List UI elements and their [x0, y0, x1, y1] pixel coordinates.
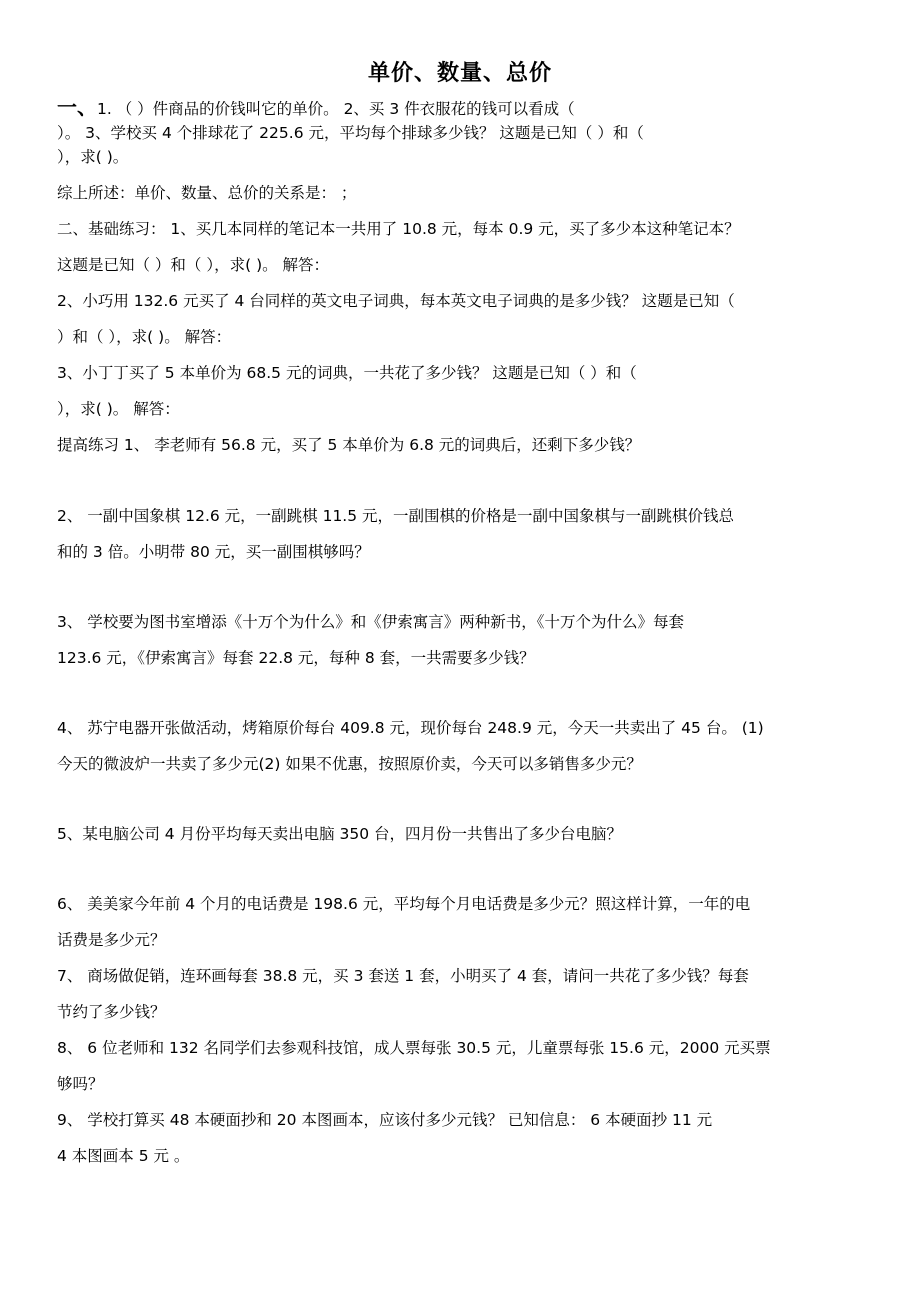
advanced-practice-q3-line-2: 123.6 元，《伊索寓言》每套 22.8 元，每种 8 套，一共需要多少钱？: [57, 649, 535, 667]
question-8-line-1: 8、 6 位老师和 132 名同学们去参观科技馆，成人票每张 30.5 元，儿童票每张 15.6 元，2000 元买票: [57, 1039, 771, 1057]
question-4-line-2: 今天的微波炉一共卖了多少元(2) 如果不优惠，按照原价卖，今天可以多销售多少元？: [57, 755, 642, 773]
question-9-line-2: 4 本图画本 5 元 。: [57, 1147, 190, 1165]
question-line-1: [57, 96, 872, 120]
page-title: 单价、数量、总价: [367, 61, 552, 86]
basic-practice-line-2: 这题是已知（ ）和（ ），求( )。 解答：: [57, 256, 330, 274]
basic-practice-line-5: 3、小丁丁买了 5 本单价为 68.5 元的词典，一共花了多少钱？ 这题是已知（ ）和（: [57, 364, 637, 382]
question-line-3: ），求( )。: [57, 148, 129, 166]
question-7-line-1: 7、 商场做促销，连环画每套 38.8 元，买 3 套送 1 套，小明买了 4 套，请问一共花了多少钱？每套: [57, 967, 749, 985]
question-8-line-2: 够吗？: [57, 1075, 104, 1093]
basic-practice-line-6: ），求( )。 解答：: [57, 400, 180, 418]
question-9-line-1: 9、 学校打算买 48 本硬面抄和 20 本图画本，应该付多少元钱？ 已知信息： 6 本硬面抄 11 元: [57, 1111, 713, 1129]
question-5: 5、某电脑公司 4 月份平均每天卖出电脑 350 台，四月份一共售出了多少台电脑？: [57, 825, 623, 843]
advanced-practice-q2-line-1: 2、 一副中国象棋 12.6 元，一副跳棋 11.5 元，一副围棋的价格是一副中国象棋与一副跳棋价钱总: [57, 507, 735, 525]
question-line-2: ）。 3、学校买 4 个排球花了 225.6 元，平均每个排球多少钱？ 这题是已知（ ）和（: [57, 124, 644, 142]
advanced-practice-q3-line-1: 3、 学校要为图书室增添《十万个为什么》和《伊索寓言》两种新书，《十万个为什么》每套: [57, 613, 685, 631]
question-4-line-1: 4、 苏宁电器开张做活动，烤箱原价每台 409.8 元，现价每台 248.9 元，今天一共卖出了 45 台。 (1): [57, 719, 764, 737]
summary-line: 综上所述：单价、数量、总价的关系是： ；: [57, 184, 357, 202]
question-7-line-2: 节约了多少钱？: [57, 1003, 166, 1021]
advanced-practice-q2-line-2: 和的 3 倍。小明带 80 元，买一副围棋够吗？: [57, 543, 370, 561]
question-6-line-1: 6、 美美家今年前 4 个月的电话费是 198.6 元，平均每个月电话费是多少元？照这样计算，一年的电: [57, 895, 751, 913]
section-one-text: 1. （ ）件商品的价钱叫它的单价。 2、买 3 件衣服花的钱可以看成（: [97, 100, 575, 118]
advanced-practice-q1: 提高练习 1、 李老师有 56.8 元，买了 5 本单价为 6.8 元的词典后，还剩下多少钱？: [57, 436, 641, 454]
section-one-label: 一、: [57, 96, 97, 119]
basic-practice-line-1: 二、基础练习： 1、买几本同样的笔记本一共用了 10.8 元，每本 0.9 元，买了多少本这种笔记本？: [57, 220, 740, 238]
basic-practice-line-3: 2、小巧用 132.6 元买了 4 台同样的英文电子词典，每本英文电子词典的是多少钱？ 这题是已知（: [57, 292, 735, 310]
basic-practice-line-4: ）和（ ），求( )。 解答：: [57, 328, 232, 346]
question-6-line-2: 话费是多少元？: [57, 931, 166, 949]
